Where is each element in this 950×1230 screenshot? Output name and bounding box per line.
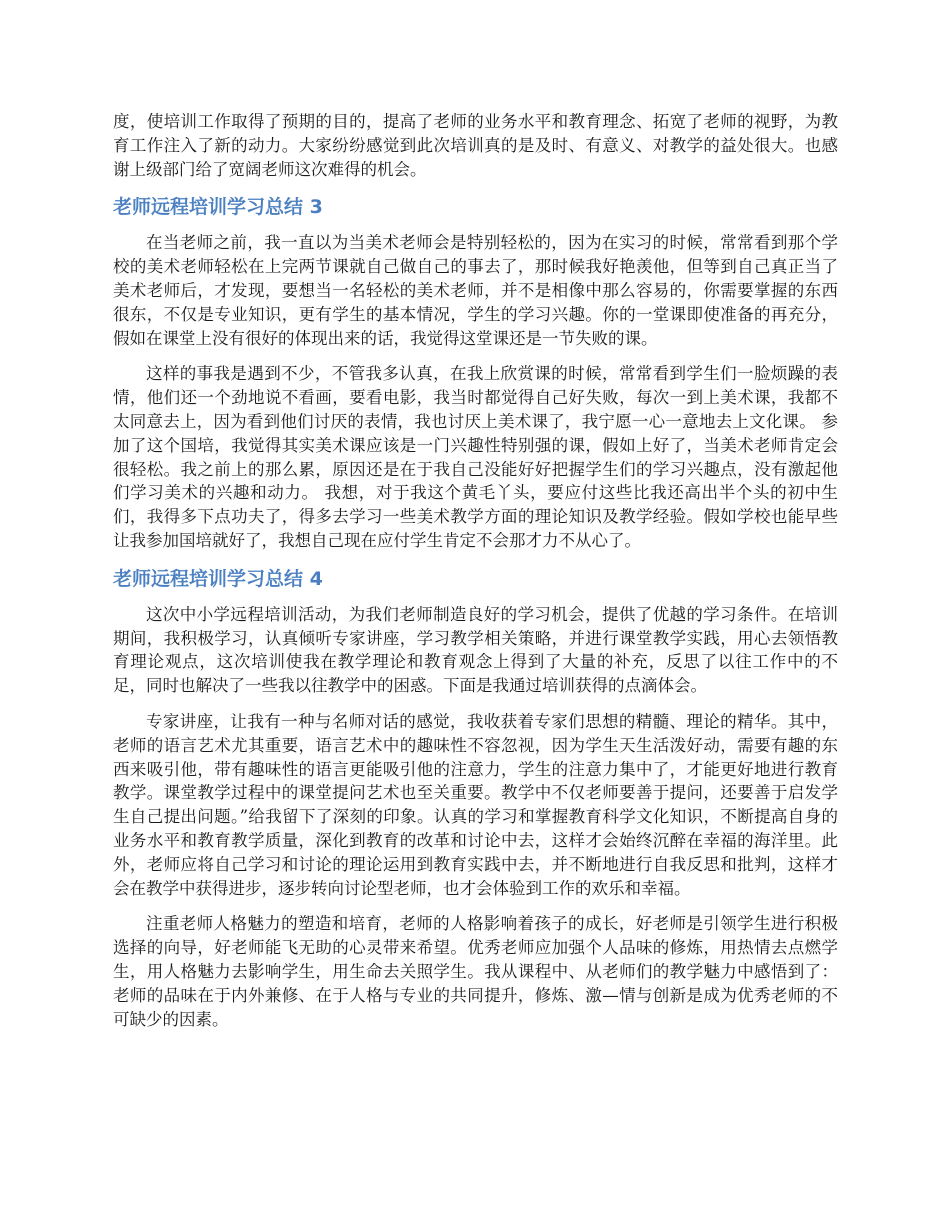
document-page (113, 110, 838, 1031)
section-3-paragraph-2: 这样的事我是遇到不少，不管我多认真，在我上欣赏课的时候，常常看到学生们一脸烦躁的表情，他们还一个劲地说不看画，要看电影，我当时都觉得自己好失败，每次一到上美术课，我都不太同意去上，因为看到他们讨厌的表情，我也讨厌上美术课了，我宁愿一心一意地去上文化课。 参加了这个国培，我觉得其实美术课应该是一门兴趣性特别强的课，假如上好了，当美术老师肯定会很轻松。我之前上的那么累，原因还是在于我自己没能好好把握学生们的学习兴趣点，没有激起他们学习美术的兴趣和动力。 我想，对于我这个黄毛丫头，要应付这些比我还高出半个头的初中生们，我得多下点功夫了，得多去学习一些美术教学方面的理论知识及教学经验。假如学校也能早些让我参加国培就好了，我想自己现在应付学生肯定不会那才力不从心了。 (113, 364, 838, 550)
section-3-paragraph-1: 在当老师之前，我一直以为当美术老师会是特别轻松的，因为在实习的时候，常常看到那个学校的美术老师轻松在上完两节课就自己做自己的事去了，那时候我好艳羡他，但等到自己真正当了美术老师后，才发现，要想当一名轻松的美术老师，并不是相像中那么容易的，你需要掌握的东西很东，不仅是专业知识，更有学生的基本情况，学生的学习兴趣。你的一堂课即使准备的再充分，假如在课堂上没有很好的体现出来的话，我觉得这堂课还是一节失败的课。 (113, 233, 838, 348)
section-4-paragraph-3: 注重老师人格魅力的塑造和培育，老师的人格影响着孩子的成长，好老师是引领学生进行积极选择的向导，好老师能飞无助的心灵带来希望。优秀老师应加强个人品味的修炼，用热情去点燃学生，用人格魅力去影响学生，用生命去关照学生。我从课程中、从老师们的教学魅力中感悟到了：老师的品味在于内外兼修、在于人格与专业的共同提升，修炼、激—情与创新是成为优秀老师的不可缺少的因素。 (113, 914, 838, 1029)
section-4-heading: 老师远程培训学习总结 4 (113, 567, 323, 590)
section-4-paragraph-1: 这次中小学远程培训活动，为我们老师制造良好的学习机会，提供了优越的学习条件。在培训期间，我积极学习，认真倾听专家讲座，学习教学相关策略，并进行课堂教学实践，用心去领悟教育理论观点，这次培训使我在教学理论和教育观念上得到了大量的补充，反思了以往工作中的不足，同时也解决了一些我以往教学中的困惑。下面是我通过培训获得的点滴体会。 (113, 604, 838, 696)
section-4-paragraph-2: 专家讲座，让我有一种与名师对话的感觉，我收获着专家们思想的精髓、理论的精华。其中，老师的语言艺术尤其重要，语言艺术中的趣味性不容忽视，因为学生天生活泼好动，需要有趣的东西来吸引他，带有趣味性的语言更能吸引他的注意力，学生的注意力集中了，才能更好地进行教育教学。课堂教学过程中的课堂提问艺术也至关重要。教学中不仅老师要善于提问，还要善于启发学生自己提出问题。”给我留下了深刻的印象。认真的学习和掌握教育科学文化知识，不断提高自身的业务水平和教育教学质量，深化到教育的改革和讨论中去，这样才会始终沉醉在幸福的海洋里。此外，老师应将自己学习和讨论的理论运用到教育实践中去，并不断地进行自我反思和批判，这样才会在教学中获得进步，逐步转向讨论型老师，也才会体验到工作的欢乐和幸福。 (113, 711, 838, 898)
intro-paragraph: 度，使培训工作取得了预期的目的，提高了老师的业务水平和教育理念、拓宽了老师的视野，为教育工作注入了新的动力。大家纷纷感觉到此次培训真的是及时、有意义、对教学的益处很大。也感谢上级部门给了宽阔老师这次难得的机会。 (113, 112, 838, 179)
section-3-heading: 老师远程培训学习总结 3 (113, 196, 323, 219)
